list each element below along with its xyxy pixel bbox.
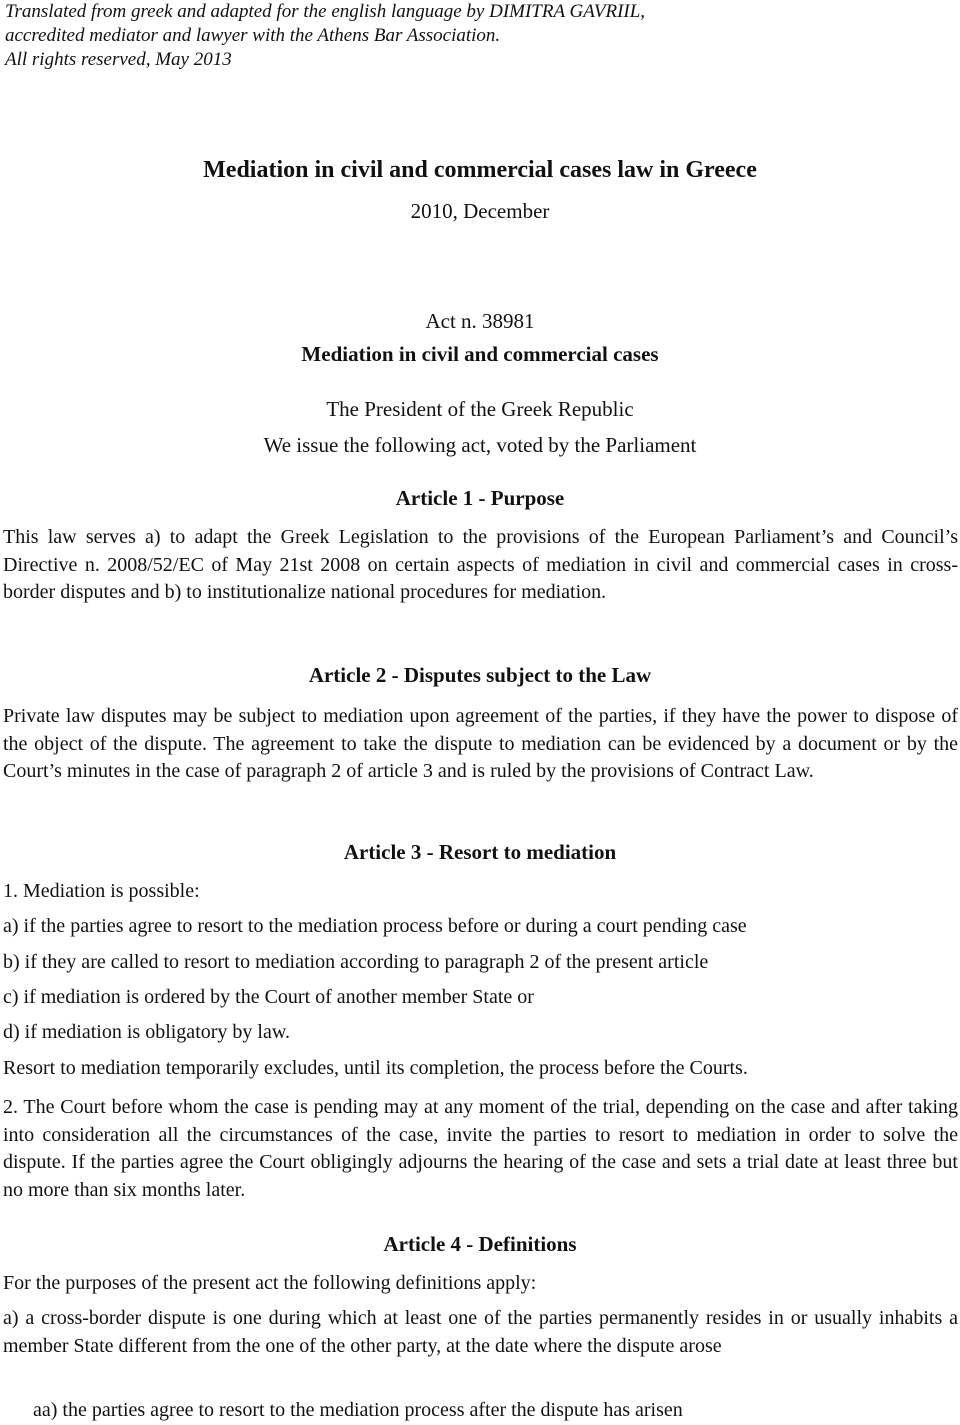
act-issue: We issue the following act, voted by the Parliament [263,433,697,457]
translator-note-line-3: All rights reserved, May 2013 [5,49,232,70]
article-3-item-a: a) if the parties agree to resort to the mediation process before or during a court pending case [3,915,747,937]
article-2-heading: Article 2 - Disputes subject to the Law [308,663,652,687]
article-3-paragraph-1: 1. Mediation is possible: [3,880,200,902]
article-3-paragraph-2: 2. The Court before whom the case is pending may at any moment of the trial, depending on the case and after taking into consideration all the circumstances of the case, invite the parties to resort to mediation in order to solve the dispute. If the parties agree the Court obligingly adjourns the hearing of the case and sets a trial date at least three but no more than six months later. [3,1096,958,1201]
act-name: Mediation in civil and commercial cases [301,342,659,366]
article-4-definition-aa: aa) the parties agree to resort to the mediation process after the dispute has arisen [33,1399,683,1421]
document-title: Mediation in civil and commercial cases law in Greece [203,157,757,183]
act-president: The President of the Greek Republic [326,397,634,421]
article-1-text: This law serves a) to adapt the Greek Legislation to the provisions of the European Parliament’s and Council’s Directive n. 2008/52/EC of May 21st 2008 on certain aspects of mediation in civil and commercial cases in cross-border disputes and b) to institutionalize national procedures for mediation. [3,526,958,603]
article-4-heading: Article 4 - Definitions [383,1232,577,1256]
translator-note [5,0,945,72]
article-3-item-d: d) if mediation is obligatory by law. [3,1021,290,1043]
translator-note-line-2: accredited mediator and lawyer with the Athens Bar Association. [5,25,501,46]
article-4-definition-a: a) a cross-border dispute is one during which at least one of the parties permanently resides in or usually inhabits a member State different from the one of the other party, at the date where the dispute arose [3,1307,958,1357]
act-number: Act n. 38981 [425,309,535,333]
translator-note-line-1: Translated from greek and adapted for the english language by DIMITRA GAVRIIL, [5,1,646,22]
article-4-intro: For the purposes of the present act the following definitions apply: [3,1272,537,1294]
article-3-heading: Article 3 - Resort to mediation [343,840,617,864]
article-3-excludes: Resort to mediation temporarily excludes, until its completion, the process before the Courts. [3,1057,748,1079]
article-1-heading: Article 1 - Purpose [395,486,565,510]
article-2-text: Private law disputes may be subject to mediation upon agreement of the parties, if they have the power to dispose of the object of the dispute. The agreement to take the dispute to mediation can be evidenced by a document or by the Court’s minutes in the case of paragraph 2 of article 3 and is ruled by the provisions of Contract Law. [3,705,958,782]
article-3-item-b: b) if they are called to resort to mediation according to paragraph 2 of the present article [3,951,709,973]
document-date: 2010, December [410,199,550,223]
article-3-item-c: c) if mediation is ordered by the Court of another member State or [3,986,534,1008]
